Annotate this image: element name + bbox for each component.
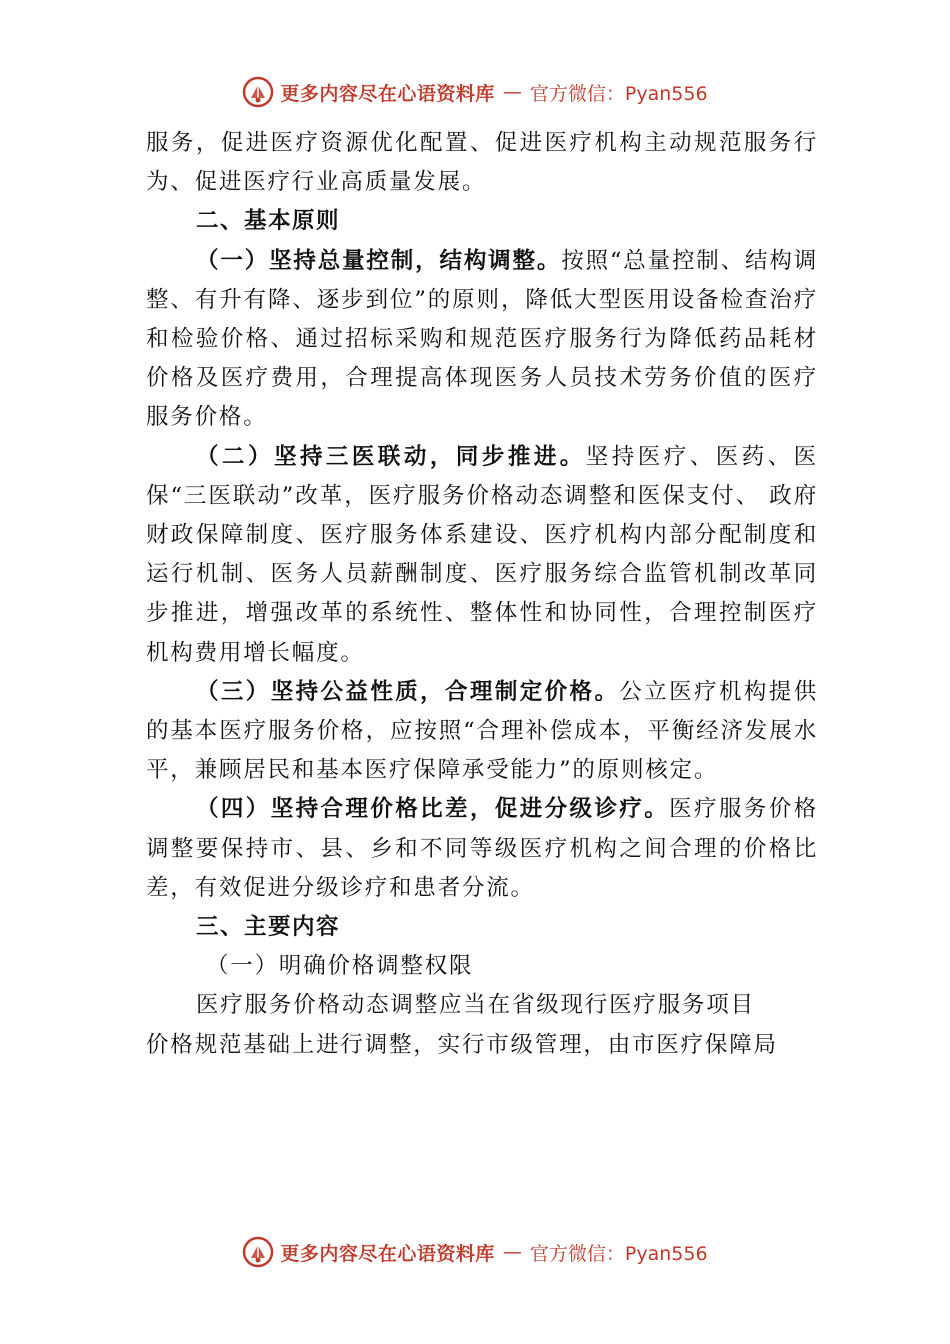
principle-paragraph-3 (146, 673, 818, 791)
watermark-text: 更多内容尽在心语资料库 (280, 82, 495, 105)
watermark-contact: 官方微信：Pyan556 (529, 82, 708, 105)
principle-paragraph-1 (146, 242, 818, 438)
principle-lead-3: （三）坚持公益性质，合理制定价格。 (196, 678, 620, 705)
section-heading-principles: 二、基本原则 (196, 208, 341, 235)
watermark-text: 更多内容尽在心语资料库 (280, 1242, 495, 1265)
watermark-contact: 官方微信：Pyan556 (529, 1242, 708, 1265)
principle-lead-4: （四）坚持合理价格比差，促进分级诊疗。 (196, 796, 670, 823)
watermark-separator: — (502, 1241, 522, 1263)
watermark-separator: — (502, 81, 522, 103)
content-paragraph-line-1: 医疗服务价格动态调整应当在省级现行医疗服务项目 (196, 992, 755, 1019)
subsection-heading-1: （一）明确价格调整权限 (206, 953, 474, 980)
footer-watermark-banner (0, 1232, 950, 1272)
fan-logo-icon (242, 76, 274, 108)
document-body (146, 124, 818, 1065)
content-paragraph-line-2: 价格规范基础上进行调整，实行市级管理，由市医疗保障局 (146, 1031, 778, 1058)
principle-text-1: 按照“总量控制、结构调整、有升有降、逐步到位”的原则，降低大型医用设备检查治疗和检验价格、通过招标采购和规范医疗服务行为降低药品耗材价格及医疗费用，合理提高体现医务人员技术劳务价值的医疗服务价格。 (146, 247, 818, 431)
section-heading-content: 三、主要内容 (196, 914, 341, 941)
principle-paragraph-4 (146, 790, 818, 908)
principle-text-3: 公立医疗机构提供的基本医疗服务价格，应按照“合理补偿成本，平衡经济发展水平，兼顾居民和基本医疗保障承受能力”的原则核定。 (146, 678, 818, 784)
principle-text-2: 坚持医疗、医药、医保“三医联动”改革，医疗服务价格动态调整和医保支付、 政府财政保障制度、医疗服务体系建设、医疗机构内部分配制度和运行机制、医务人员薪酬制度、医疗服务综合监管机制改革同步推进，增强改革的系统性、整体性和协同性，合理控制医疗机构费用增长幅度。 (146, 443, 818, 666)
header-watermark-banner (0, 72, 950, 112)
intro-paragraph: 服务，促进医疗资源优化配置、促进医疗机构主动规范服务行为、促进医疗行业高质量发展。 (146, 130, 818, 196)
principle-lead-2: （二）坚持三医联动，同步推进。 (196, 443, 586, 470)
fan-logo-icon (242, 1236, 274, 1268)
principle-paragraph-2 (146, 438, 818, 673)
principle-lead-1: （一）坚持总量控制，结构调整。 (196, 247, 562, 274)
principle-text-4: 医疗服务价格调整要保持市、县、乡和不同等级医疗机构之间合理的价格比差，有效促进分级诊疗和患者分流。 (146, 796, 818, 901)
